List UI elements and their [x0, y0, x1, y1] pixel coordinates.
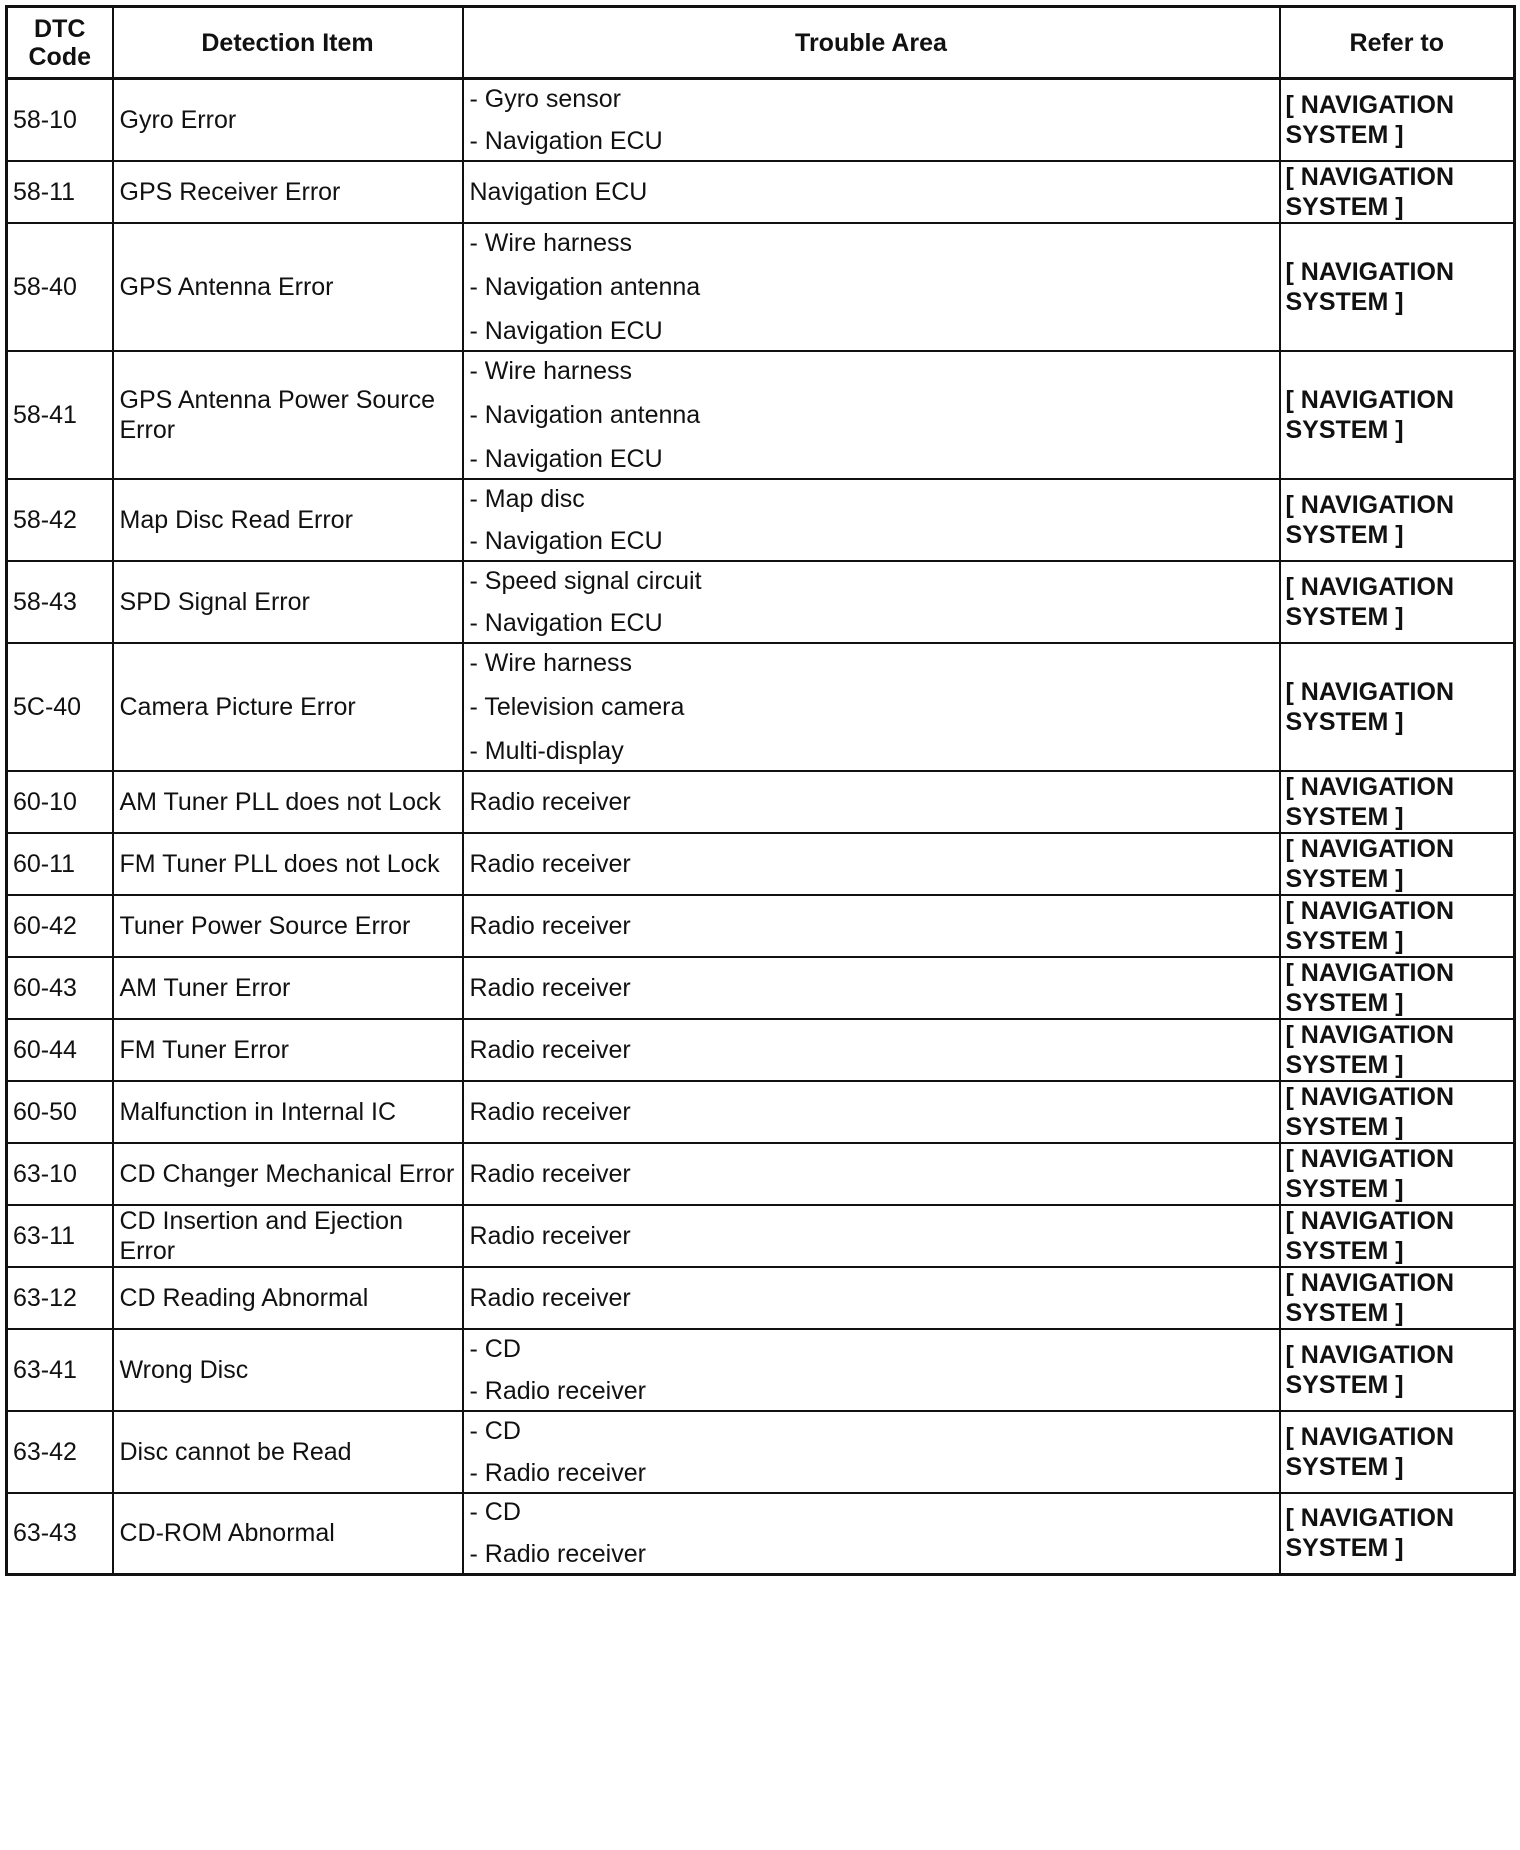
table-row	[7, 1493, 1515, 1575]
detection-item-cell: Map Disc Read Error	[113, 479, 463, 561]
trouble-area-cell	[463, 1205, 1280, 1267]
table-row	[7, 1267, 1515, 1329]
trouble-area-list	[470, 1334, 1273, 1406]
trouble-area-cell	[463, 1493, 1280, 1575]
trouble-area-item: - Navigation ECU	[469, 126, 663, 155]
trouble-area-cell	[463, 957, 1280, 1019]
trouble-area-list	[470, 177, 1273, 207]
trouble-area-list	[470, 1035, 1273, 1065]
trouble-area-cell	[463, 479, 1280, 561]
trouble-area-item: - Navigation antenna	[469, 272, 701, 301]
trouble-area-list	[470, 787, 1273, 817]
trouble-area-item: - Wire harness	[469, 648, 633, 677]
table-row	[7, 79, 1515, 161]
dtc-table	[5, 5, 1516, 1576]
table-row	[7, 561, 1515, 643]
trouble-area-list	[470, 911, 1273, 941]
header-row	[7, 7, 1515, 79]
refer-to-link[interactable]: [ NAVIGATION SYSTEM ]	[1280, 479, 1515, 561]
trouble-area-item: Radio receiver	[469, 911, 631, 940]
refer-to-link[interactable]: [ NAVIGATION SYSTEM ]	[1280, 1411, 1515, 1493]
detection-item-cell: CD Insertion and Ejection Error	[113, 1205, 463, 1267]
trouble-area-item: - Wire harness	[469, 356, 633, 385]
dtc-code-cell: 58-10	[7, 79, 113, 161]
trouble-area-cell	[463, 771, 1280, 833]
trouble-area-cell	[463, 833, 1280, 895]
refer-to-link[interactable]: [ NAVIGATION SYSTEM ]	[1280, 833, 1515, 895]
trouble-area-cell	[463, 1411, 1280, 1493]
trouble-area-item: - Radio receiver	[469, 1458, 646, 1487]
dtc-code-cell: 58-43	[7, 561, 113, 643]
trouble-area-item: Radio receiver	[469, 787, 631, 816]
detection-item-cell: AM Tuner Error	[113, 957, 463, 1019]
trouble-area-item: - CD	[469, 1416, 521, 1445]
table-body	[7, 79, 1515, 1575]
detection-item-cell: Gyro Error	[113, 79, 463, 161]
header-trouble-area: Trouble Area	[463, 7, 1280, 79]
trouble-area-item: Radio receiver	[469, 973, 631, 1002]
trouble-area-item: Navigation ECU	[469, 177, 648, 206]
detection-item-cell: Tuner Power Source Error	[113, 895, 463, 957]
detection-item-cell: CD-ROM Abnormal	[113, 1493, 463, 1575]
header-dtc-code: DTC Code	[7, 7, 113, 79]
detection-item-cell: GPS Antenna Power Source Error	[113, 351, 463, 479]
trouble-area-item: - Multi-display	[469, 736, 624, 765]
dtc-code-cell: 5C-40	[7, 643, 113, 771]
trouble-area-list	[470, 566, 1273, 638]
table-row	[7, 1411, 1515, 1493]
trouble-area-list	[470, 356, 1273, 474]
refer-to-link[interactable]: [ NAVIGATION SYSTEM ]	[1280, 1143, 1515, 1205]
table-header	[7, 7, 1515, 79]
refer-to-link[interactable]: [ NAVIGATION SYSTEM ]	[1280, 1205, 1515, 1267]
refer-to-link[interactable]: [ NAVIGATION SYSTEM ]	[1280, 351, 1515, 479]
dtc-code-cell: 60-11	[7, 833, 113, 895]
table-row	[7, 771, 1515, 833]
trouble-area-cell	[463, 79, 1280, 161]
trouble-area-cell	[463, 351, 1280, 479]
refer-to-link[interactable]: [ NAVIGATION SYSTEM ]	[1280, 957, 1515, 1019]
table-row	[7, 161, 1515, 223]
trouble-area-item: - Wire harness	[469, 228, 633, 257]
trouble-area-list	[470, 484, 1273, 556]
table-row	[7, 1205, 1515, 1267]
refer-to-link[interactable]: [ NAVIGATION SYSTEM ]	[1280, 1267, 1515, 1329]
dtc-code-cell: 58-40	[7, 223, 113, 351]
refer-to-link[interactable]: [ NAVIGATION SYSTEM ]	[1280, 643, 1515, 771]
dtc-code-cell: 63-41	[7, 1329, 113, 1411]
trouble-area-cell	[463, 223, 1280, 351]
table-row	[7, 643, 1515, 771]
table-row	[7, 223, 1515, 351]
trouble-area-cell	[463, 1019, 1280, 1081]
trouble-area-item: - CD	[469, 1498, 521, 1527]
trouble-area-item: - Radio receiver	[469, 1540, 646, 1569]
trouble-area-item: - Radio receiver	[469, 1376, 646, 1405]
refer-to-link[interactable]: [ NAVIGATION SYSTEM ]	[1280, 223, 1515, 351]
trouble-area-item: Radio receiver	[469, 1283, 631, 1312]
dtc-code-cell: 58-11	[7, 161, 113, 223]
trouble-area-item: Radio receiver	[469, 849, 631, 878]
trouble-area-list	[470, 1416, 1273, 1488]
trouble-area-list	[470, 1283, 1273, 1313]
trouble-area-list	[470, 1159, 1273, 1189]
detection-item-cell: GPS Receiver Error	[113, 161, 463, 223]
dtc-code-cell: 63-11	[7, 1205, 113, 1267]
trouble-area-item: - Map disc	[469, 484, 585, 513]
table-row	[7, 1143, 1515, 1205]
trouble-area-list	[470, 1097, 1273, 1127]
refer-to-link[interactable]: [ NAVIGATION SYSTEM ]	[1280, 79, 1515, 161]
detection-item-cell: CD Changer Mechanical Error	[113, 1143, 463, 1205]
dtc-code-cell: 60-42	[7, 895, 113, 957]
trouble-area-list	[470, 973, 1273, 1003]
detection-item-cell: AM Tuner PLL does not Lock	[113, 771, 463, 833]
header-refer-to: Refer to	[1280, 7, 1515, 79]
trouble-area-cell	[463, 895, 1280, 957]
dtc-code-cell: 60-10	[7, 771, 113, 833]
trouble-area-list	[470, 1497, 1273, 1569]
trouble-area-item: - Navigation antenna	[469, 400, 701, 429]
trouble-area-list	[470, 849, 1273, 879]
trouble-area-list	[470, 84, 1273, 156]
refer-to-link[interactable]: [ NAVIGATION SYSTEM ]	[1280, 1019, 1515, 1081]
detection-item-cell: Disc cannot be Read	[113, 1411, 463, 1493]
table-row	[7, 895, 1515, 957]
detection-item-cell: FM Tuner Error	[113, 1019, 463, 1081]
trouble-area-cell	[463, 1081, 1280, 1143]
refer-to-link[interactable]: [ NAVIGATION SYSTEM ]	[1280, 1493, 1515, 1575]
trouble-area-cell	[463, 1143, 1280, 1205]
dtc-code-cell: 60-44	[7, 1019, 113, 1081]
refer-to-link[interactable]: [ NAVIGATION SYSTEM ]	[1280, 161, 1515, 223]
dtc-code-cell: 63-10	[7, 1143, 113, 1205]
trouble-area-cell	[463, 561, 1280, 643]
trouble-area-item: Radio receiver	[469, 1097, 631, 1126]
trouble-area-cell	[463, 643, 1280, 771]
detection-item-cell: SPD Signal Error	[113, 561, 463, 643]
detection-item-cell: CD Reading Abnormal	[113, 1267, 463, 1329]
refer-to-link[interactable]: [ NAVIGATION SYSTEM ]	[1280, 771, 1515, 833]
trouble-area-item: - Television camera	[469, 692, 685, 721]
table-row	[7, 351, 1515, 479]
trouble-area-item: Radio receiver	[469, 1159, 631, 1188]
trouble-area-item: - CD	[469, 1334, 521, 1363]
trouble-area-item: - Navigation ECU	[469, 444, 663, 473]
trouble-area-cell	[463, 1267, 1280, 1329]
table-row	[7, 479, 1515, 561]
refer-to-link[interactable]: [ NAVIGATION SYSTEM ]	[1280, 895, 1515, 957]
trouble-area-item: - Speed signal circuit	[469, 566, 702, 595]
trouble-area-item: Radio receiver	[469, 1221, 631, 1250]
trouble-area-item: - Navigation ECU	[469, 526, 663, 555]
trouble-area-item: - Navigation ECU	[469, 316, 663, 345]
trouble-area-list	[470, 648, 1273, 766]
refer-to-link[interactable]: [ NAVIGATION SYSTEM ]	[1280, 1329, 1515, 1411]
trouble-area-item: - Gyro sensor	[469, 84, 621, 113]
table-row	[7, 1329, 1515, 1411]
table-row	[7, 1019, 1515, 1081]
dtc-code-cell: 63-42	[7, 1411, 113, 1493]
dtc-code-cell: 60-43	[7, 957, 113, 1019]
dtc-code-cell: 63-12	[7, 1267, 113, 1329]
detection-item-cell: Camera Picture Error	[113, 643, 463, 771]
trouble-area-list	[470, 1221, 1273, 1251]
refer-to-link[interactable]: [ NAVIGATION SYSTEM ]	[1280, 561, 1515, 643]
detection-item-cell: FM Tuner PLL does not Lock	[113, 833, 463, 895]
trouble-area-cell	[463, 161, 1280, 223]
dtc-code-cell: 58-42	[7, 479, 113, 561]
table-row	[7, 1081, 1515, 1143]
table-row	[7, 957, 1515, 1019]
detection-item-cell: GPS Antenna Error	[113, 223, 463, 351]
detection-item-cell: Malfunction in Internal IC	[113, 1081, 463, 1143]
trouble-area-list	[470, 228, 1273, 346]
refer-to-link[interactable]: [ NAVIGATION SYSTEM ]	[1280, 1081, 1515, 1143]
trouble-area-item: - Navigation ECU	[469, 608, 663, 637]
detection-item-cell: Wrong Disc	[113, 1329, 463, 1411]
table-row	[7, 833, 1515, 895]
trouble-area-cell	[463, 1329, 1280, 1411]
dtc-code-cell: 63-43	[7, 1493, 113, 1575]
trouble-area-item: Radio receiver	[469, 1035, 631, 1064]
dtc-code-cell: 60-50	[7, 1081, 113, 1143]
dtc-code-cell: 58-41	[7, 351, 113, 479]
header-detection-item: Detection Item	[113, 7, 463, 79]
